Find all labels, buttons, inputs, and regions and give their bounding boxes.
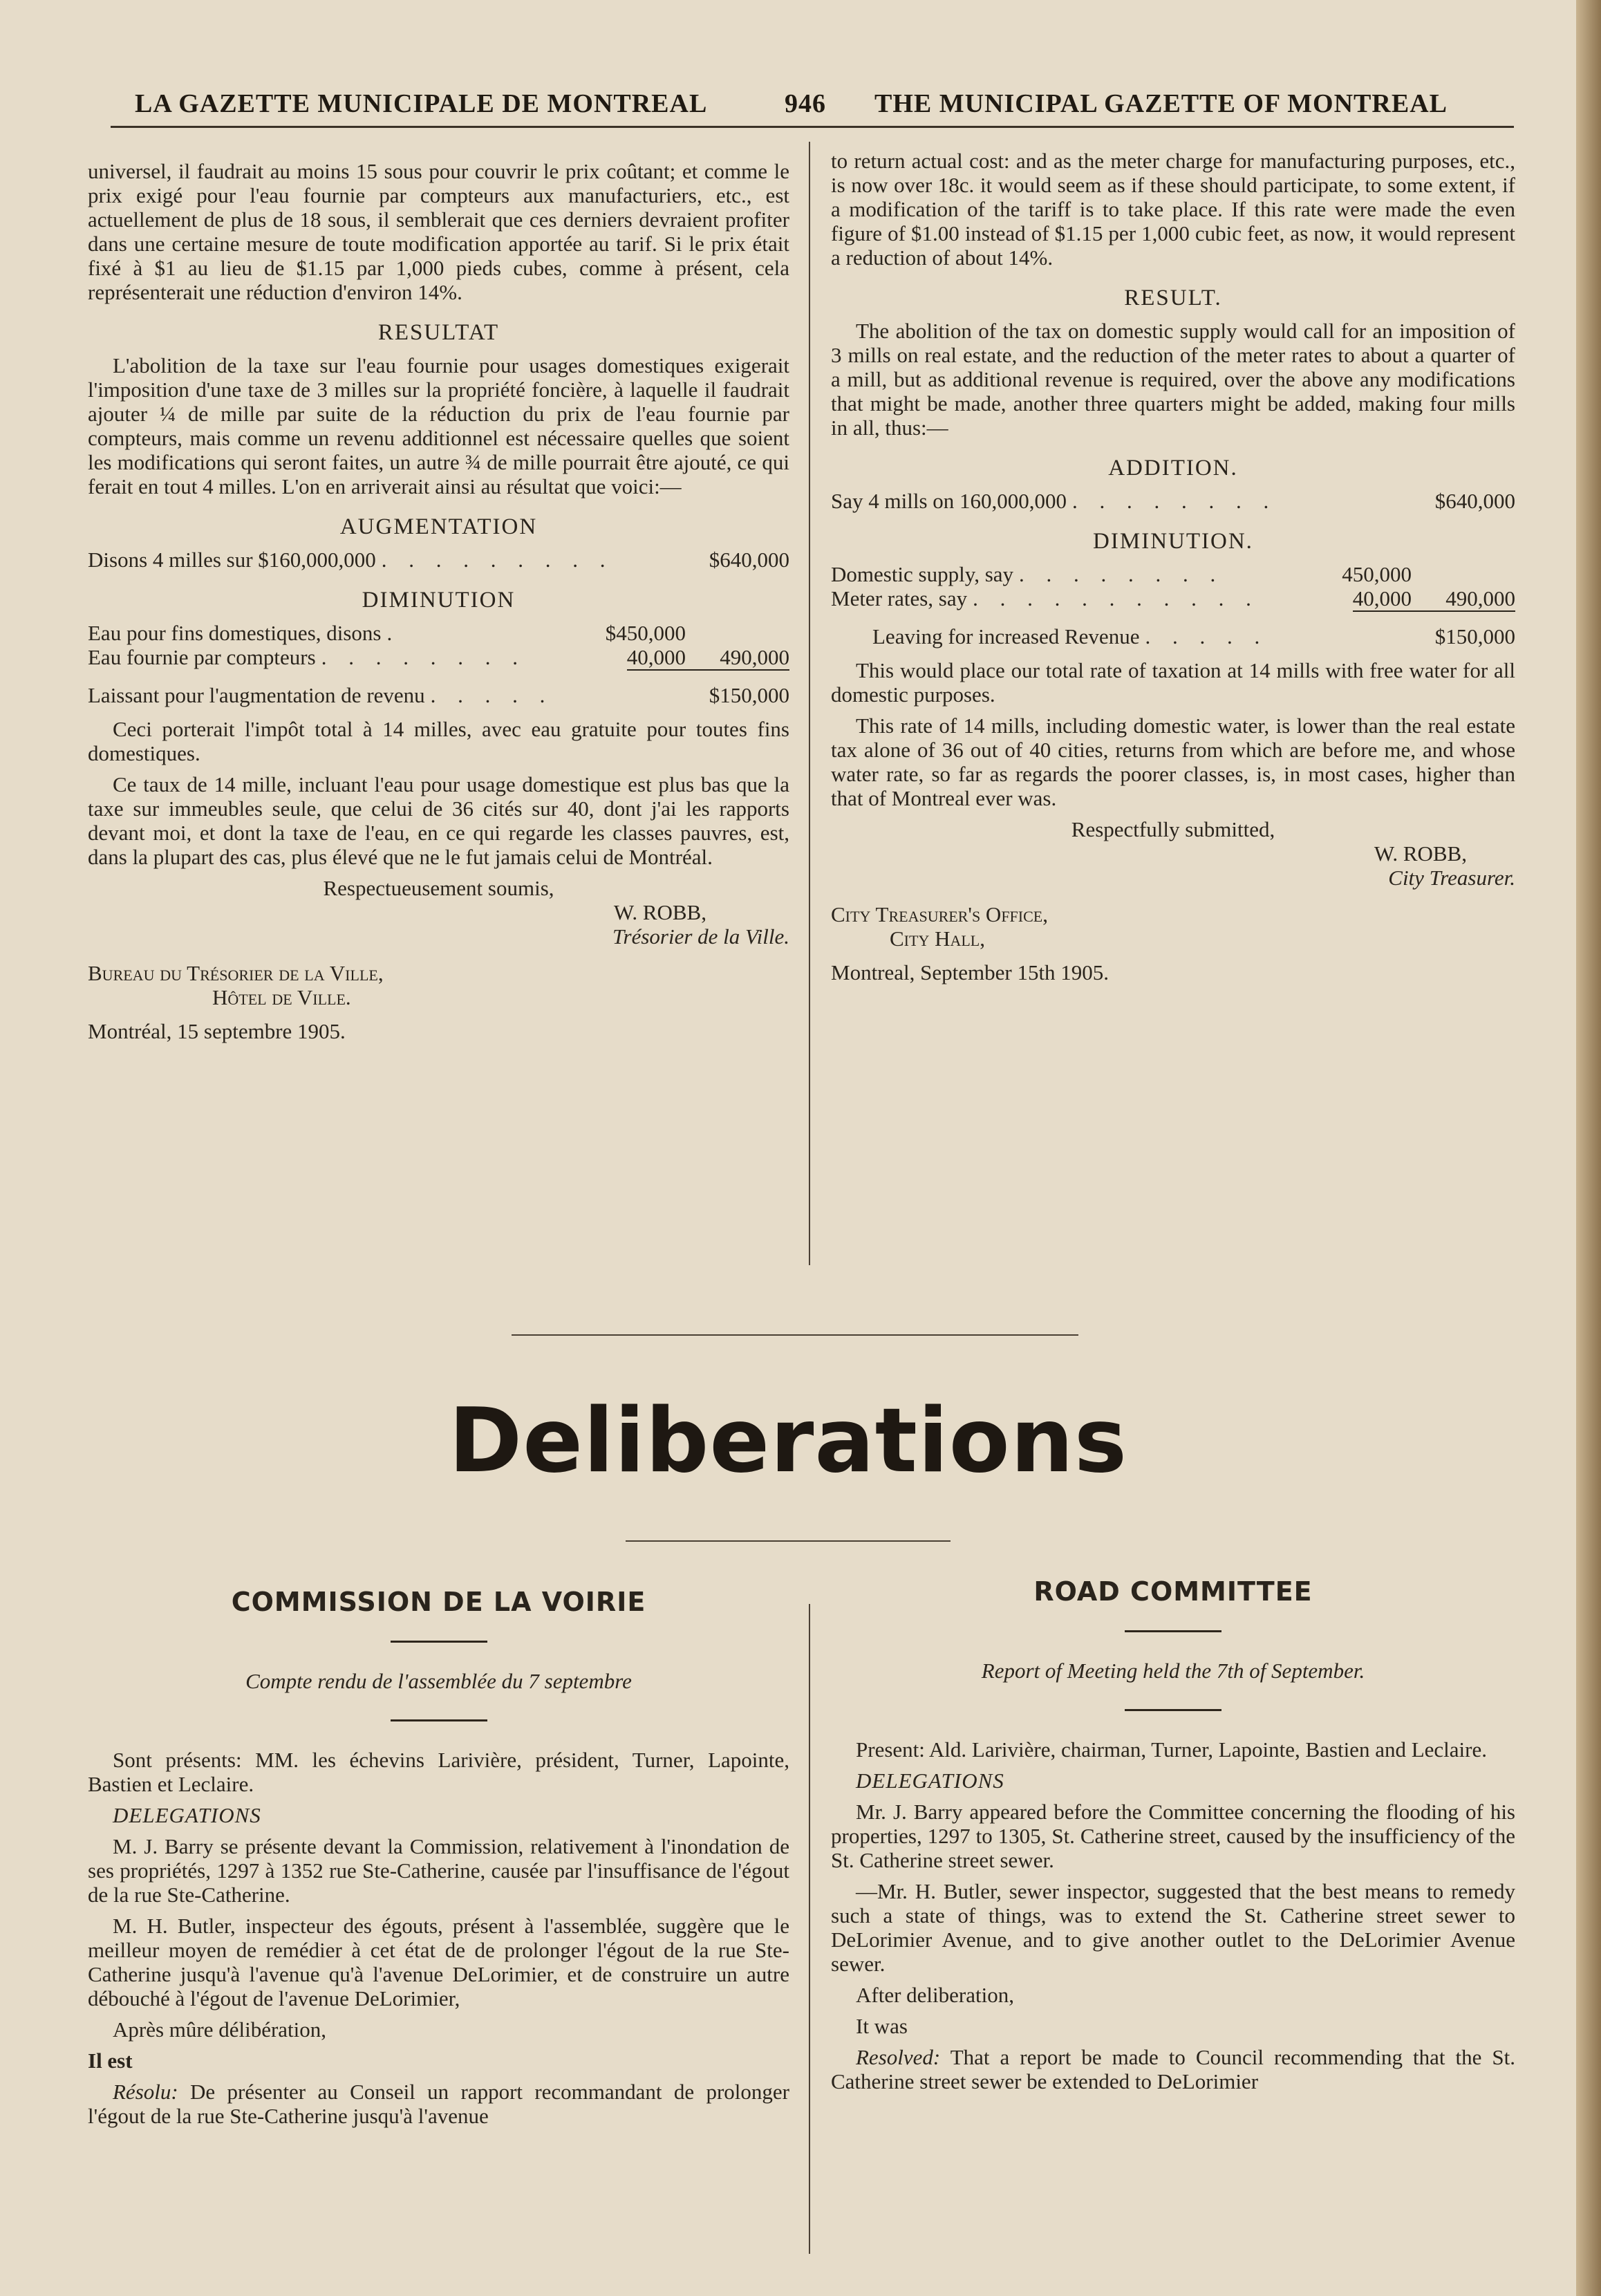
page-number: 946 [785,89,826,118]
french-dim1-label: Eau pour fins domestiques, disons [88,621,382,645]
page-header [135,82,1510,123]
top-column-divider [809,142,810,1265]
french-committee-column [88,1587,789,2135]
english-diminution-row-2: Meter rates, say . . . . . . . . . . . 40,000 490,000 [831,586,1515,610]
english-para-2: The abolition of the tax on domestic supply would call for an imposition of 3 mills on real estate, and the reduction of the meter rates to about a quarter of a mill, but as additional revenue is required, over the above any modifications that might be made, another three quarters might be added, making four mills in all, thus:— [831,319,1515,440]
english-closing: Respectfully submitted, [1071,817,1275,841]
english-signature: W. ROBB, [1374,841,1467,866]
french-dim-total: 490,000 [686,645,789,671]
english-delegations-heading: DELEGATIONS [856,1768,1004,1793]
french-diminution-title: DIMINUTION [362,588,516,613]
french-resolved-label: Résolu: [113,2080,178,2104]
french-aug-label: Disons 4 milles sur $160,000,000 [88,548,376,572]
french-diminution-row-1: Eau pour fins domestiques, disons . $450,000 [88,621,686,645]
english-addition-row: Say 4 mills on 160,000,000 . . . . . . . . $640,000 [831,489,1515,513]
english-signature-title: City Treasurer. [1388,866,1515,890]
french-report-column [88,159,789,1043]
english-office-line-1: City Treasurer's Office, [831,902,1048,926]
french-diminution-row-2: Eau fournie par compteurs . . . . . . . . 40,000 490,000 [88,645,789,669]
english-committee-column [831,1576,1515,2100]
french-delegation-p2: M. H. Butler, inspecteur des égouts, présent à l'assemblée, suggère que le meilleur moyen de remédier à cet état de de prolonger l'égout de la rue Ste-Catherine jusqu'à l'avenue qu'à l'avenue DeLorimier, et de construire un autre débouché à l'égout de l'avenue DeLorimier, [88,1914,789,2010]
english-present: Present: Ald. Larivière, chairman, Turner, Lapointe, Bastien and Leclaire. [856,1737,1487,1762]
french-para-3: Ceci porterait l'impôt total à 14 milles, avec eau gratuite pour toutes fins domestiques. [88,717,789,765]
french-delegation-p1: M. J. Barry se présente devant la Commission, relativement à l'inondation de ses propriétés, 1297 à 1352 rue Ste-Catherine, causée par l'insuffisance de l'égout de la rue Ste-Catherine. [88,1834,789,1907]
french-closing: Respectueusement soumis, [323,876,554,900]
english-delegation-p1: Mr. J. Barry appeared before the Committee concerning the flooding of his properties, 1297 to 1305, St. Catherine street, caused by the insufficiency of the St. Catherine street sewer. [831,1800,1515,1872]
french-para-2: L'abolition de la taxe sur l'eau fournie pour usages domestiques exigerait l'imposition d'une taxe de 3 milles sur la propriété foncière, à laquelle il faudrait ajouter ¼ de mille par suite de la réduction du prix de l'eau fournie par compteurs, mais comme un revenu additionnel est nécessaire quelles que soient les modifications qui seront faites, un autre ¾ de mille pourrait être ajouté, ce qui ferait en tout 4 milles. L'on en arriverait ainsi au résultat que voici:— [88,353,789,498]
french-leaving-label: Laissant pour l'augmentation de revenu [88,683,425,707]
french-dim1-amount: $450,000 [605,621,686,645]
french-aug-amount: $640,000 [709,548,789,572]
french-leaving-amount: $150,000 [709,683,789,707]
english-dim1-amount: 450,000 [1342,562,1412,586]
header-english-title: THE MUNICIPAL GAZETTE OF MONTREAL [874,89,1448,118]
header-rule [111,126,1514,128]
deliberations-title: Deliberations [448,1390,1128,1493]
english-leaving-label: Leaving for increased Revenue [872,624,1140,648]
english-para-3: This would place our total rate of taxation at 14 mills with free water for all domestic purposes. [831,658,1515,707]
section-rule-upper [512,1334,1078,1336]
english-diminution-row-1: Domestic supply, say . . . . . . . . 450,000 [831,562,1412,586]
french-committee-title: COMMISSION DE LA VOIRIE [231,1587,646,1617]
header-french-title: LA GAZETTE MUNICIPALE DE MONTREAL [135,89,708,118]
english-subtitle-rule [1125,1709,1221,1711]
french-dim2-amount: 40,000 [626,645,686,669]
english-dim2-amount: 40,000 [1352,586,1412,610]
french-para-1: universel, il faudrait au moins 15 sous pour couvrir le prix coûtant; et comme le prix exigé pour l'eau fournie par compteurs aux manufacturiers, etc., est actuellement de plus de 18 sous, il semblerait que ces derniers devraient profiter dans une certaine mesure de toute modification apportée au tarif. Si le prix était fixé à $1 au lieu de $1.15 par 1,000 pieds cubes, comme à présent, cela représenterait une réduction d'environ 14%. [88,159,789,304]
english-resolution [831,2045,1515,2093]
french-deliberation: Après mûre délibération, [113,2017,327,2042]
english-para-1: to return actual cost: and as the meter charge for manufacturing purposes, etc., is now over 18c. it would seem as if these should participate, to some extent, if a modification of the tariff is to take place. If this rate were made the even figure of $1.00 instead of $1.15 per 1,000 cubic feet, as now, it would represent a reduction of about 14%. [831,149,1515,270]
french-signature: W. ROBB, [613,900,706,924]
english-addition-title: ADDITION. [1108,456,1238,480]
french-augmentation-row: Disons 4 milles sur $160,000,000 . . . . . . . . . $640,000 [88,548,789,572]
french-resultat-title: RESULTAT [377,320,500,345]
french-augmentation-title: AUGMENTATION [339,514,538,539]
english-add-label: Say 4 mills on 160,000,000 [831,489,1067,513]
english-office-line-2: City Hall, [890,926,985,951]
french-title-rule [391,1641,487,1643]
french-office-line-2: Hôtel de Ville. [212,985,351,1009]
section-rule-lower [626,1540,951,1542]
french-committee-subtitle: Compte rendu de l'assemblée du 7 septembre [245,1669,632,1693]
french-present: Sont présents: MM. les échevins Larivière, président, Turner, Lapointe, Bastien et Leclaire. [88,1748,789,1796]
english-report-column [831,149,1515,984]
english-diminution-title: DIMINUTION. [1093,529,1253,554]
french-il-est: Il est [88,2048,133,2073]
english-committee-title: ROAD COMMITTEE [1033,1576,1313,1607]
english-dim2-label: Meter rates, say [831,586,968,610]
english-add-amount: $640,000 [1434,489,1515,513]
english-para-4: This rate of 14 mills, including domestic water, is lower than the real estate tax alone of 36 out of 40 cities, returns from which are before me, and whose water rate, so far as regards the poorer classes, is, in most cases, higher than that of Montreal ever was. [831,713,1515,810]
english-committee-subtitle: Report of Meeting held the 7th of September. [981,1659,1365,1683]
french-office-line-1: Bureau du Trésorier de la Ville, [88,961,384,985]
french-leaving-row: Laissant pour l'augmentation de revenu . . . . . $150,000 [88,683,789,707]
english-resolved-text: That a report be made to Council recommending that the St. Catherine street sewer be extended to DeLorimier [831,2045,1515,2093]
english-dim1-label: Domestic supply, say [831,562,1014,586]
french-dim2-label: Eau fournie par compteurs [88,645,316,669]
english-leaving-row: Leaving for increased Revenue . . . . . $150,000 [872,624,1515,648]
french-resolved-text: De présenter au Conseil un rapport recommandant de prolonger l'égout de la rue Ste-Catherine jusqu'à l'avenue [88,2080,789,2128]
french-date: Montréal, 15 septembre 1905. [88,1019,346,1043]
french-resolution [88,2080,789,2128]
french-para-4: Ce taux de 14 mille, incluant l'eau pour usage domestique est plus bas que la taxe sur immeubles seule, que celui de 36 cités sur 40, dont j'ai les rapports devant moi, et dont la taxe de l'eau, en ce qui regarde les classes pauvres, est, dans la plupart des cas, plus élevé que ne le fut jamais celui de Montréal. [88,772,789,869]
french-delegations-heading: DELEGATIONS [113,1803,261,1827]
english-title-rule [1125,1630,1221,1632]
page-edge [1576,0,1601,2296]
english-date: Montreal, September 15th 1905. [831,960,1110,984]
bottom-column-divider [809,1604,810,2254]
french-signature-title: Trésorier de la Ville. [612,924,789,949]
english-it-was: It was [856,2014,908,2038]
english-leaving-amount: $150,000 [1434,624,1515,648]
english-delegation-p2: —Mr. H. Butler, sewer inspector, suggested that the best means to remedy such a state of things, was to extend the St. Catherine street sewer to DeLorimier Avenue, and to give another outlet to the DeLorimier Avenue sewer. [831,1879,1515,1976]
english-resolved-label: Resolved: [856,2045,941,2069]
english-result-title: RESULT. [1124,286,1222,310]
english-dim-total: 490,000 [1412,586,1515,612]
english-deliberation: After deliberation, [856,1983,1014,2007]
french-subtitle-rule [391,1719,487,1721]
